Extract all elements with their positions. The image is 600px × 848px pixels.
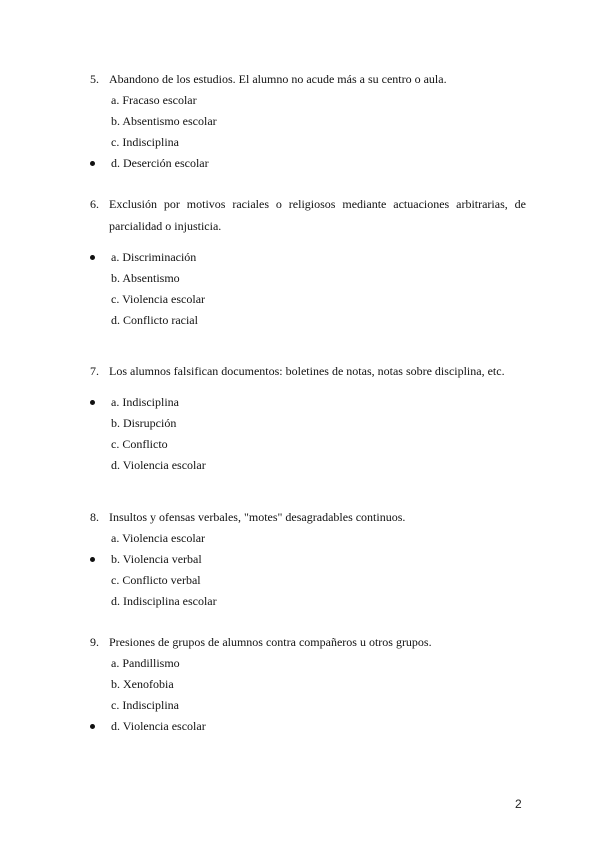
option-b[interactable] — [90, 268, 526, 289]
options-list — [90, 528, 526, 612]
question-text: Insultos y ofensas verbales, "motes" desagradables continuos. — [109, 510, 406, 524]
question-6 — [90, 193, 526, 331]
question-5 — [90, 68, 526, 174]
option-b[interactable] — [90, 413, 526, 434]
option-a[interactable] — [90, 247, 526, 268]
selected-bullet-icon — [90, 724, 95, 729]
option-a[interactable] — [90, 392, 526, 413]
question-stem — [90, 193, 526, 237]
option-label: d. Violencia escolar — [111, 458, 206, 472]
option-label: d. Violencia escolar — [111, 719, 206, 733]
option-d[interactable] — [90, 716, 526, 737]
option-label: b. Absentismo escolar — [111, 114, 217, 128]
question-7 — [90, 360, 526, 476]
question-number: 9. — [90, 635, 99, 649]
option-label: a. Fracaso escolar — [111, 93, 197, 107]
option-label: a. Discriminación — [111, 250, 197, 264]
option-d[interactable] — [90, 153, 526, 174]
option-label: c. Violencia escolar — [111, 292, 206, 306]
question-9 — [90, 631, 526, 737]
option-label: c. Conflicto — [111, 437, 168, 451]
question-number: 5. — [90, 72, 99, 86]
option-label: a. Pandillismo — [111, 656, 180, 670]
page-number: 2 — [515, 797, 522, 811]
question-stem — [90, 360, 526, 382]
option-c[interactable] — [90, 434, 526, 455]
option-a[interactable] — [90, 90, 526, 111]
question-text: Presiones de grupos de alumnos contra compañeros u otros grupos. — [109, 635, 432, 649]
option-b[interactable] — [90, 674, 526, 695]
question-8 — [90, 506, 526, 612]
option-label: b. Xenofobia — [111, 677, 174, 691]
question-text: Abandono de los estudios. El alumno no acude más a su centro o aula. — [109, 72, 447, 86]
option-b[interactable] — [90, 111, 526, 132]
option-d[interactable] — [90, 310, 526, 331]
option-a[interactable] — [90, 528, 526, 549]
options-list — [90, 90, 526, 174]
question-text: Exclusión por motivos raciales o religiosos mediante actuaciones arbitrarias, de parcialidad o injusticia. — [109, 197, 526, 233]
option-c[interactable] — [90, 570, 526, 591]
option-label: c. Conflicto verbal — [111, 573, 201, 587]
option-c[interactable] — [90, 695, 526, 716]
option-a[interactable] — [90, 653, 526, 674]
question-number: 6. — [90, 197, 99, 211]
option-label: d. Indisciplina escolar — [111, 594, 217, 608]
options-list — [90, 653, 526, 737]
question-stem — [90, 631, 526, 653]
option-c[interactable] — [90, 289, 526, 310]
option-label: b. Absentismo — [111, 271, 180, 285]
selected-bullet-icon — [90, 255, 95, 260]
question-number: 7. — [90, 364, 99, 378]
option-label: b. Disrupción — [111, 416, 177, 430]
question-stem — [90, 506, 526, 528]
option-label: a. Violencia escolar — [111, 531, 206, 545]
option-label: a. Indisciplina — [111, 395, 179, 409]
selected-bullet-icon — [90, 557, 95, 562]
question-number: 8. — [90, 510, 99, 524]
selected-bullet-icon — [90, 161, 95, 166]
option-d[interactable] — [90, 455, 526, 476]
option-label: d. Deserción escolar — [111, 156, 209, 170]
option-label: c. Indisciplina — [111, 698, 179, 712]
options-list — [90, 392, 526, 476]
option-c[interactable] — [90, 132, 526, 153]
option-d[interactable] — [90, 591, 526, 612]
option-label: d. Conflicto racial — [111, 313, 198, 327]
option-label: b. Violencia verbal — [111, 552, 202, 566]
option-label: c. Indisciplina — [111, 135, 179, 149]
option-b[interactable] — [90, 549, 526, 570]
options-list — [90, 247, 526, 331]
selected-bullet-icon — [90, 400, 95, 405]
question-text: Los alumnos falsifican documentos: boletines de notas, notas sobre disciplina, etc. — [109, 364, 505, 378]
question-stem — [90, 68, 526, 90]
